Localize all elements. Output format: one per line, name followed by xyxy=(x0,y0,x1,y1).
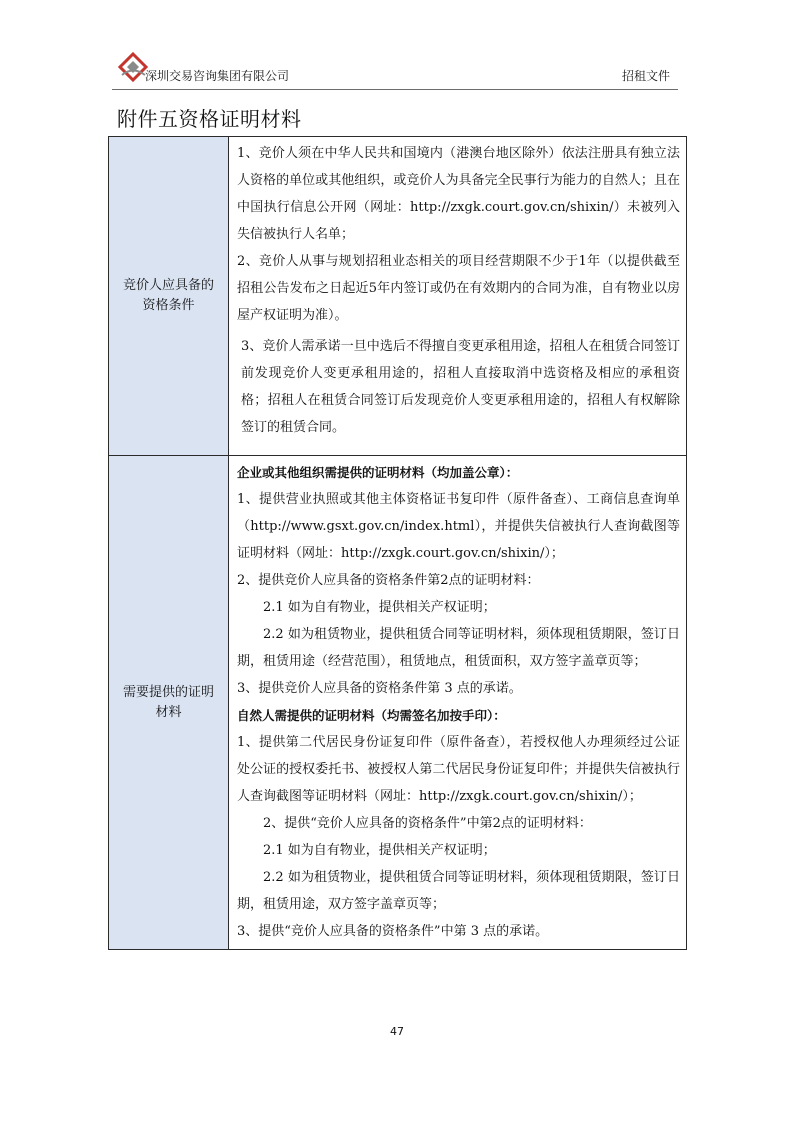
list-item: 2、提供“竞价人应具备的资格条件”中第2点的证明材料： xyxy=(263,816,592,831)
list-item: 2.2 如为租赁物业，提供租赁合同等证明材料，须体现租赁期限，签订日期，租赁用途（经营范围），租赁地点，租赁面积，双方签字盖章页等； xyxy=(237,627,680,669)
company-logo-icon xyxy=(118,52,148,82)
list-item: 3、提供“竞价人应具备的资格条件”中第 3 点的承诺。 xyxy=(237,924,549,939)
document-type: 招租文件 xyxy=(621,69,670,83)
required-materials-cell xyxy=(229,456,687,950)
list-item: 1、提供第二代居民身份证复印件（原件备查），若授权他人办理须经过公证处公证的授权委托书、被授权人第二代居民身份证复印件；并提供失信被执行人查询截图等证明材料（网址：http://zxgk.court.gov.cn/shixin/）； xyxy=(237,735,680,804)
list-item: 2、提供竞价人应具备的资格条件第2点的证明材料： xyxy=(237,573,540,588)
row-label-required-materials: 需要提供的证明材料 xyxy=(109,456,229,950)
qualification-conditions-cell xyxy=(229,137,687,456)
individual-heading: 自然人需提供的证明材料（均需签名加按手印）： xyxy=(237,708,506,723)
qualification-table xyxy=(108,136,687,950)
list-item: 2.2 如为租赁物业，提供租赁合同等证明材料，须体现租赁期限，签订日期，租赁用途，双方签字盖章页等； xyxy=(237,870,680,912)
page-number: 47 xyxy=(390,1025,404,1038)
condition-paragraph: 1、竞价人须在中华人民共和国境内（港澳台地区除外）依法注册具有独立法人资格的单位或其他组织，或竞价人为具备完全民事行为能力的自然人；且在中国执行信息公开网（网址：http://zxgk.court.gov.cn/shixin/）未被列入失信被执行人名单； xyxy=(237,146,680,242)
header-divider xyxy=(112,89,678,90)
row-label-qualification-conditions: 竞价人应具备的资格条件 xyxy=(109,137,229,456)
page-title: 附件五资格证明材料 xyxy=(117,107,302,131)
page-header xyxy=(112,48,678,90)
list-item: 2.1 如为自有物业，提供相关产权证明； xyxy=(263,843,496,858)
list-item: 2.1 如为自有物业，提供相关产权证明； xyxy=(263,600,496,615)
condition-paragraph: 2、竞价人从事与规划招租业态相关的项目经营期限不少于1年（以提供截至招租公告发布之日起近5年内签订或仍在有效期内的合同为准，自有物业以房屋产权证明为准）。 xyxy=(237,254,680,323)
table-row xyxy=(109,456,687,950)
condition-paragraph: 3、竞价人需承诺一旦中选后不得擅自变更承租用途，招租人在租赁合同签订前发现竞价人变更承租用途的，招租人直接取消中选资格及相应的承租资格；招租人在租赁合同签订后发现竞价人变更承租用途的，招租人有权解除签订的租赁合同。 xyxy=(241,339,680,435)
enterprise-heading: 企业或其他组织需提供的证明材料（均加盖公章）： xyxy=(237,465,519,480)
table-row xyxy=(109,137,687,456)
list-item: 1、提供营业执照或其他主体资格证书复印件（原件备查）、工商信息查询单（http://www.gsxt.gov.cn/index.html），并提供失信被执行人查询截图等证明材料（网址：http://zxgk.court.gov.cn/shixin/）； xyxy=(237,492,680,561)
company-name: 深圳交易咨询集团有限公司 xyxy=(145,69,290,83)
list-item: 3、提供竞价人应具备的资格条件第 3 点的承诺。 xyxy=(237,681,522,696)
